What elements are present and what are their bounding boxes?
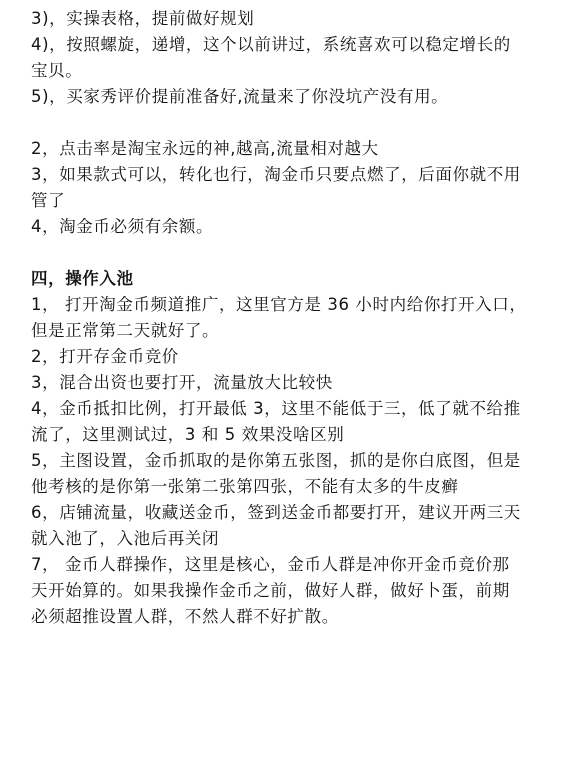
text-line: 就入池了，入池后再关闭 [31,529,220,548]
text-line: 流了，这里测试过，3 和 5 效果没啥区别 [31,425,345,444]
text-line: 管了 [31,191,66,210]
text-line: 4，金币抵扣比例，打开最低 3，这里不能低于三，低了就不给推 [31,399,521,418]
text-line: 2，点击率是淘宝永远的神,越高,流量相对越大 [31,139,379,158]
section-heading: 四，操作入池 [31,269,134,288]
text-line: 5)，买家秀评价提前准备好,流量来了你没坑产没有用。 [31,87,449,106]
text-line: 他考核的是你第一张第二张第四张，不能有太多的牛皮癣 [31,477,459,496]
text-line: 3，混合出资也要打开，流量放大比较快 [31,373,333,392]
text-line: 天开始算的。如果我操作金币之前，做好人群，做好卜蛋，前期 [31,581,510,600]
text-line: 3，如果款式可以，转化也行，淘金币只要点燃了，后面你就不用 [31,165,521,184]
text-line: 4)，按照螺旋，递增，这个以前讲过，系统喜欢可以稳定增长的 [31,35,511,54]
text-line: 但是正常第二天就好了。 [31,321,220,340]
text-line: 必须超推设置人群，不然人群不好扩散。 [31,607,339,626]
paragraph-group-b [31,136,572,240]
text-line: 5，主图设置，金币抓取的是你第五张图，抓的是你白底图，但是 [31,451,521,470]
text-line: 7， 金币人群操作，这里是核心，金币人群是冲你开金币竞价那 [31,555,510,574]
text-line: 3)，实操表格，提前做好规划 [31,9,255,28]
spacer [31,240,572,266]
text-line: 2，打开存金币竞价 [31,347,179,366]
text-line: 6，店铺流量，收藏送金币，签到送金币都要打开，建议开两三天 [31,503,521,522]
text-line: 宝贝。 [31,61,83,80]
text-line: 4，淘金币必须有余额。 [31,217,214,236]
paragraph-group-c [31,292,572,630]
text-line: 1， 打开淘金币频道推广，这里官方是 36 小时内给你打开入口， [31,295,527,314]
paragraph-group-a [31,6,572,110]
spacer [31,110,572,136]
